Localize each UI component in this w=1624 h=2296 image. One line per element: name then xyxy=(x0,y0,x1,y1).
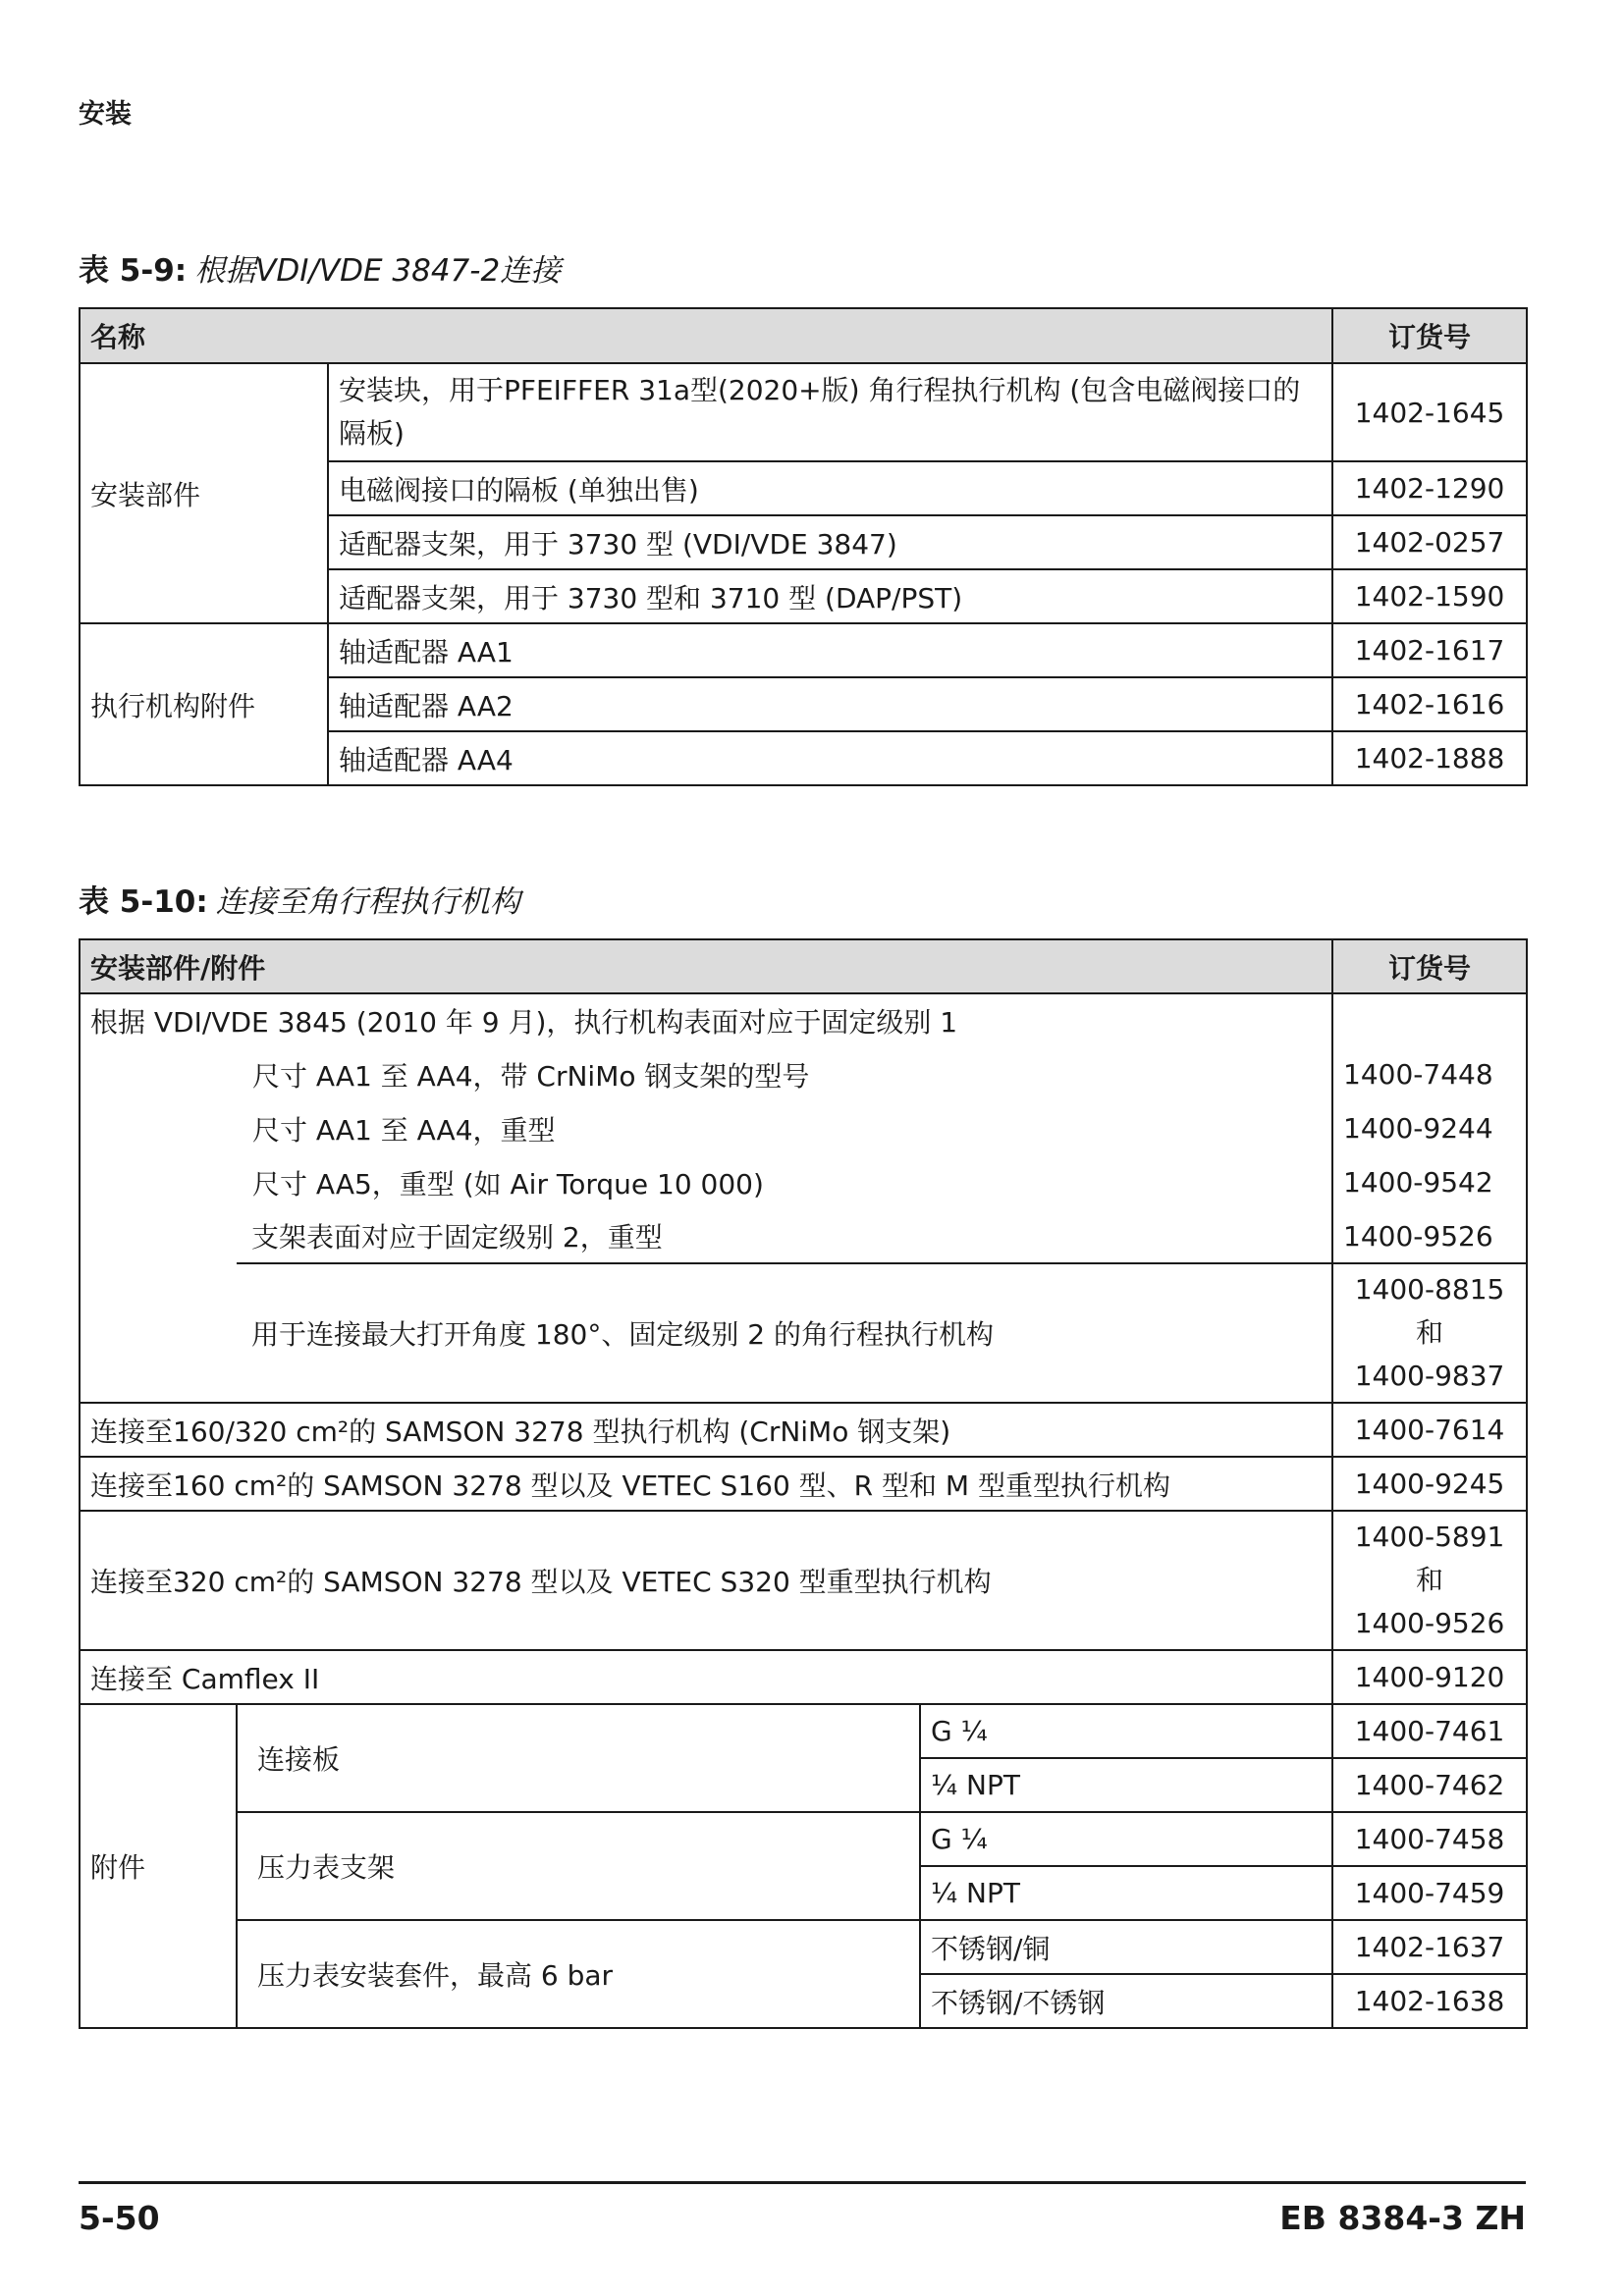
acc-option: ¼ NPT xyxy=(920,1758,1332,1812)
order-number: 1402-1645 xyxy=(1332,363,1527,461)
order-number: 1402-1590 xyxy=(1332,569,1527,623)
row-desc: 支架表面对应于固定级别 2，重型 xyxy=(237,1209,1332,1263)
table2-title: 连接至角行程执行机构 xyxy=(215,884,520,920)
group-label: 附件 xyxy=(80,1704,237,2028)
acc-option: 不锈钢/铜 xyxy=(920,1920,1332,1974)
order-number: 1402-1616 xyxy=(1332,677,1527,731)
row-desc: 连接至160 cm²的 SAMSON 3278 型以及 VETEC S160 型、R 型和 M 型重型执行机构 xyxy=(80,1457,1332,1511)
group-label: 安装部件 xyxy=(80,363,328,623)
table-5-10 xyxy=(79,938,1528,2029)
row-desc: 连接至 Camflex II xyxy=(80,1650,1332,1704)
acc-name: 压力表安装套件，最高 6 bar xyxy=(237,1920,920,2028)
order-number: 1402-1637 xyxy=(1332,1920,1527,1974)
page-number: 5-50 xyxy=(79,2199,160,2237)
footer-rule xyxy=(79,2181,1526,2184)
table2-number: 表 5-10: xyxy=(79,884,208,920)
order-number: 1400-5891 xyxy=(1354,1521,1505,1553)
section-header: 安装 xyxy=(79,99,132,130)
and-label: 和 xyxy=(1416,1316,1444,1349)
row-desc: 连接至320 cm²的 SAMSON 3278 型以及 VETEC S320 型重型执行机构 xyxy=(80,1511,1332,1650)
table1-caption xyxy=(79,245,561,290)
col-header-name: 安装部件/附件 xyxy=(80,939,1332,993)
group-label: 执行机构附件 xyxy=(80,623,328,785)
order-number: 1400-9837 xyxy=(1354,1360,1505,1392)
row-desc: 连接至160/320 cm²的 SAMSON 3278 型执行机构 (CrNiMo 钢支架) xyxy=(80,1403,1332,1457)
col-header-name: 名称 xyxy=(80,308,1332,363)
order-number: 1400-7462 xyxy=(1332,1758,1527,1812)
acc-option: 不锈钢/不锈钢 xyxy=(920,1974,1332,2028)
order-number: 1400-9526 xyxy=(1354,1607,1505,1639)
row-desc: 尺寸 AA1 至 AA4，带 CrNiMo 钢支架的型号 xyxy=(80,1047,1332,1101)
order-number: 1400-9244 xyxy=(1332,1101,1527,1155)
order-number: 1400-9245 xyxy=(1332,1457,1527,1511)
order-number: 1402-1617 xyxy=(1332,623,1527,677)
acc-option: G ¼ xyxy=(920,1812,1332,1866)
table-5-9 xyxy=(79,307,1528,786)
vdi-heading: 根据 VDI/VDE 3845 (2010 年 9 月)，执行机构表面对应于固定级别 1 xyxy=(80,993,1332,1047)
row-desc: 电磁阀接口的隔板 (单独出售) xyxy=(328,461,1332,515)
table1-number: 表 5-9: xyxy=(79,253,188,289)
order-number: 1402-1888 xyxy=(1332,731,1527,785)
and-label: 和 xyxy=(1416,1564,1444,1596)
order-number: 1402-1290 xyxy=(1332,461,1527,515)
order-number: 1400-9526 xyxy=(1332,1209,1527,1263)
row-desc: 尺寸 AA1 至 AA4，重型 xyxy=(80,1101,1332,1155)
row-desc: 适配器支架，用于 3730 型和 3710 型 (DAP/PST) xyxy=(328,569,1332,623)
document-id: EB 8384-3 ZH xyxy=(1279,2199,1526,2237)
order-number: 1400-9542 xyxy=(1332,1155,1527,1209)
row-desc: 轴适配器 AA2 xyxy=(328,677,1332,731)
row-desc: 安装块，用于PFEIFFER 31a型(2020+版) 角行程执行机构 (包含电磁阀接口的隔板) xyxy=(328,363,1332,461)
order-number: 1400-7461 xyxy=(1332,1704,1527,1758)
acc-name: 压力表支架 xyxy=(237,1812,920,1920)
order-number: 1402-1638 xyxy=(1332,1974,1527,2028)
order-number: 1400-7448 xyxy=(1332,1047,1527,1101)
order-number: 1400-8815 xyxy=(1354,1273,1505,1306)
row-desc: 轴适配器 AA1 xyxy=(328,623,1332,677)
order-number-pair xyxy=(1332,1263,1527,1403)
row-desc: 尺寸 AA5，重型 (如 Air Torque 10 000) xyxy=(80,1155,1332,1209)
col-header-order: 订货号 xyxy=(1332,308,1527,363)
col-header-order: 订货号 xyxy=(1332,939,1527,993)
table1-title: 根据VDI/VDE 3847-2连接 xyxy=(194,253,562,289)
table2-caption xyxy=(79,877,520,921)
order-number: 1400-9120 xyxy=(1332,1650,1527,1704)
row-desc: 轴适配器 AA4 xyxy=(328,731,1332,785)
row-desc: 适配器支架，用于 3730 型 (VDI/VDE 3847) xyxy=(328,515,1332,569)
row-desc-180: 用于连接最大打开角度 180°、固定级别 2 的角行程执行机构 xyxy=(237,1263,1332,1403)
order-number: 1400-7459 xyxy=(1332,1866,1527,1920)
acc-name: 连接板 xyxy=(237,1704,920,1812)
order-number-pair xyxy=(1332,1511,1527,1650)
order-number: 1400-7614 xyxy=(1332,1403,1527,1457)
order-number: 1402-0257 xyxy=(1332,515,1527,569)
acc-option: ¼ NPT xyxy=(920,1866,1332,1920)
order-number: 1400-7458 xyxy=(1332,1812,1527,1866)
acc-option: G ¼ xyxy=(920,1704,1332,1758)
